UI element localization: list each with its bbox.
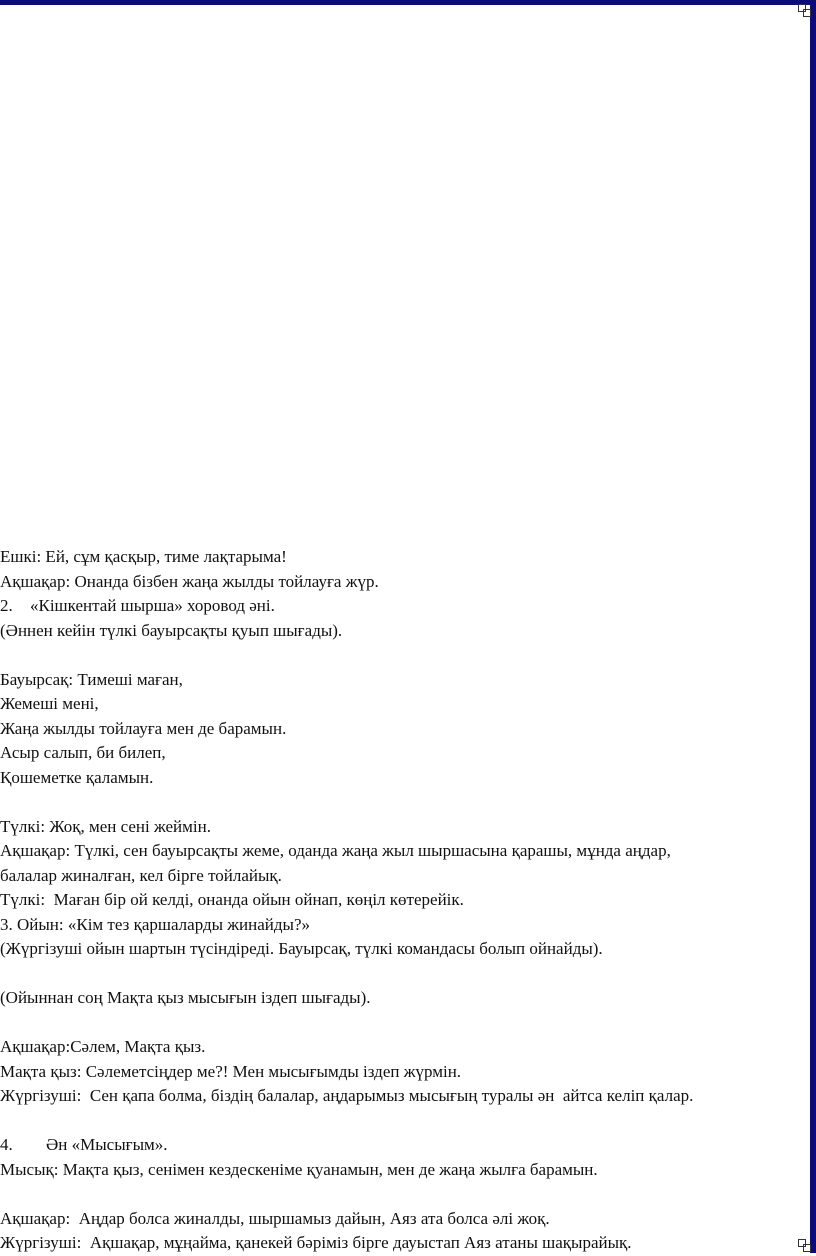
text-line: Жүргізуші: Ақшақар, мұңайма, қанекей бәріміз бірге дауыстап Аяз атаны шақырайық.: [0, 1233, 632, 1252]
text-line: (Жүргізуші ойын шартын түсіндіреді. Бауырсақ, түлкі командасы болып ойнайды).: [0, 939, 603, 958]
blank-line: [0, 643, 800, 668]
text-line: Ақшақар: Түлкі, сен бауырсақты жеме, оданда жаңа жыл шыршасына қарашы, мұнда аңдар,: [0, 841, 671, 860]
text-line: Қошеметке қаламын.: [0, 767, 154, 787]
text-line: Ақшақар: Аңдар болса жиналды, шыршамыз дайын, Аяз ата болса әлі жоқ.: [0, 1208, 550, 1228]
numbered-item: [0, 1133, 800, 1158]
text-line: Мысық: Мақта қыз, сенімен кездескеніме қуанамын, мен де жаңа жылға барамын.: [0, 1159, 598, 1179]
document-body: [0, 545, 800, 1256]
text-line: Түлкі: Маған бір ой келді, онанда ойын ойнап, көңіл көтерейік.: [0, 890, 464, 909]
text-line: Асыр салып, би билеп,: [0, 743, 166, 762]
blank-line: [0, 1109, 800, 1134]
numbered-item: [0, 594, 800, 619]
text-line: Ақшақар: Онанда бізбен жаңа жылды тойлауға жүр.: [0, 571, 379, 591]
blank-line: [0, 1011, 800, 1036]
text-line: балалар жиналған, кел бірге тойлайық.: [0, 865, 282, 885]
table-anchor-icon[interactable]: [798, 4, 810, 16]
blank-line: [0, 1182, 800, 1207]
page-border-top: [0, 0, 816, 5]
page-border-right: [810, 0, 816, 1253]
text-line: (Әннен кейін түлкі бауырсақты қуып шығады).: [0, 620, 343, 640]
item-text: «Кішкентай шырша» хоровод әні.: [30, 596, 275, 615]
text-line: Жаңа жылды тойлауға мен де барамын.: [0, 718, 287, 738]
text-line: 3. Ойын: «Кім тез қаршаларды жинайды?»: [0, 914, 311, 934]
text-line: Бауырсақ: Тимеші маған,: [0, 669, 183, 689]
text-line: Мақта қыз: Сәлеметсіңдер ме?! Мен мысығымды іздеп жүрмін.: [0, 1061, 462, 1081]
blank-line: [0, 962, 800, 987]
item-number: 4.: [0, 1135, 13, 1154]
item-text: Ән «Мысығым».: [46, 1135, 168, 1154]
text-line: Ақшақар:Сәлем, Мақта қыз.: [0, 1037, 206, 1056]
text-line: Ешкі: Ей, сұм қасқыр, тиме лақтарыма!: [0, 547, 287, 566]
text-line: Түлкі: Жоқ, мен сені жеймін.: [0, 816, 211, 836]
blank-line: [0, 790, 800, 815]
item-number: 2.: [0, 596, 13, 615]
text-line: Жемеші мені,: [0, 694, 99, 713]
text-line: Жүргізуші: Сен қапа болма, біздің балалар, аңдарымыз мысығың туралы ән айтса келіп қалар.: [0, 1086, 694, 1105]
text-line: (Ойыннан соң Мақта қыз мысығын іздеп шығады).: [0, 988, 371, 1007]
